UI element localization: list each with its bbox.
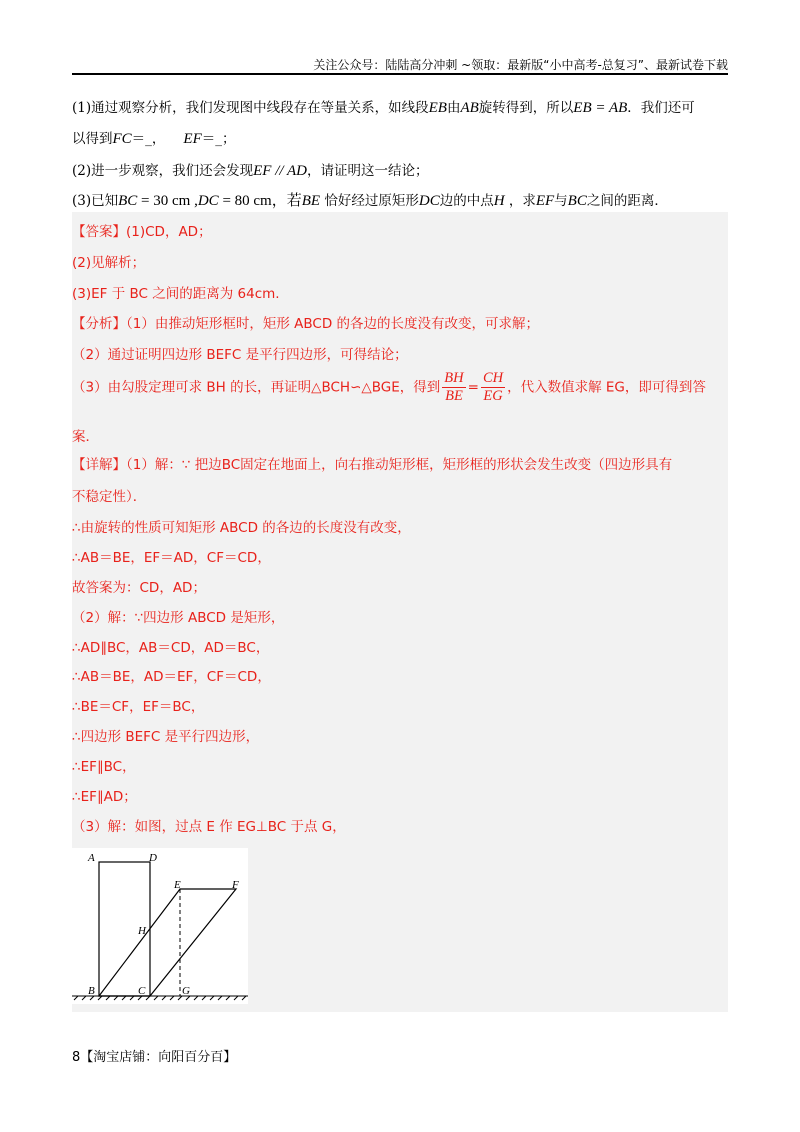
detail-line-4: ∴AB＝BE，EF＝AD，CF＝CD， [72,550,271,566]
answer-1: (1)CD，AD； [126,224,212,240]
q3-text-c: 边的中点 [439,193,494,209]
question-2 [72,159,429,180]
q1-line2-a: 以得到 [72,131,113,147]
analysis-line-2: （2）通过证明四边形 BEFC 是平行四边形，可得结论； [72,347,408,363]
q3-text-a: (3)已知 [72,193,119,209]
question-1-line-1 [72,96,695,117]
q1-ab: AB [460,100,479,116]
q3-value-2: = 80 cm，若 [218,193,302,209]
detail-line-6: （2）解：∵四边形 ABCD 是矩形， [72,610,285,626]
fraction-2-denominator: EG [483,388,503,404]
fraction-equals: = [467,379,479,396]
detail-line-7: ∴AD∥BC，AB＝CD，AD＝BC， [72,640,270,656]
analysis-line-1: 【分析】（1）由推动矩形框时，矩形 ABCD 的各边的长度没有改变，可求解； [72,316,540,332]
fraction-1-denominator: BE [445,388,463,404]
label-h: H [138,925,146,937]
q3-bc: BC [118,193,138,209]
q3-ef: EF [535,193,555,209]
page-header: 关注公众号：陆陆高分冲刺 ~领取：最新版“小中高考-总复习”、最新试卷下载 [313,58,728,72]
detail-line-3: ∴由旋转的性质可知矩形 ABCD 的各边的长度没有改变， [72,520,411,536]
analysis-line-4: 案． [72,429,99,445]
q3-bc-2: BC [567,193,587,209]
fraction-ch-eg [481,370,505,405]
header-divider [72,73,728,75]
q2-text-b: ，请证明这一结论； [307,163,429,179]
q3-text-b: 恰好经过原矩形 [320,193,419,209]
geometry-figure-svg [72,848,248,1004]
q3-text-f: 之间的距离． [586,193,668,209]
fraction-bh-be [442,370,465,405]
q3-dc-2: DC [418,193,440,209]
detail-line-2: 不稳定性）． [72,489,147,505]
analysis-line-3 [72,370,706,405]
q1-line2-c: ＝_； [201,131,236,147]
detail-line-1: 【详解】（1）解：∵ 把边BC固定在地面上，向右推动矩形框，矩形框的形状会发生改变（四边形具有 [72,457,673,473]
detail-line-13: （3）解：如图，过点 E 作 EG⊥BC 于点 G， [72,819,346,835]
detail-line-10: ∴四边形 BEFC 是平行四边形， [72,729,260,745]
geometry-figure [72,848,248,1004]
page-footer: 8【淘宝店铺：向阳百分百】 [72,1050,237,1065]
q1-text-c: 旋转得到，所以 [478,100,574,116]
q1-text-a: (1)通过观察分析，我们发现图中线段存在等量关系，如线段 [72,100,429,116]
question-1-line-2 [72,127,236,148]
label-g: G [182,985,190,997]
q3-value-1: = 30 cm , [137,193,198,209]
detail-line-8: ∴AB＝BE，AD＝EF，CF＝CD， [72,669,271,685]
detail-line-12: ∴EF∥AD； [72,789,137,805]
answer-line-2: (2)见解析； [72,255,146,271]
detail-line-9: ∴BE＝CF，EF＝BC， [72,699,205,715]
q3-dc: DC [197,193,219,209]
question-3 [72,189,668,210]
q1-eb: EB [428,100,447,116]
q1-eq: EB = AB [573,100,628,116]
q1-ef: EF [183,131,202,147]
q3-be: BE [301,193,321,209]
analysis-3-text-a: （3）由勾股定理可求 BH 的长，再证明△BCH∽△BGE，得到 [72,379,441,396]
q3-text-e: 与 [554,193,568,209]
q1-fc: FC [112,131,132,147]
detail-line-11: ∴EF∥BC， [72,759,136,775]
label-a: A [88,852,95,864]
analysis-3-text-b: ，代入数值求解 EG，即可得到答 [507,379,706,396]
parallelogram-befc [99,889,236,996]
answer-line-1 [72,220,212,240]
q1-line2-b: ＝_， [131,131,166,147]
fraction-2-numerator: CH [482,370,504,386]
q3-text-d: ，求 [504,193,536,209]
label-b: B [88,985,95,997]
q1-text-b: 由 [446,100,461,116]
label-e: E [174,879,181,891]
fraction-1-numerator: BH [444,370,464,386]
q2-relation: EF // AD [253,163,308,179]
answer-tag: 【答案】 [72,224,126,240]
answer-line-3: (3)EF 于 BC 之间的距离为 64cm. [72,286,280,302]
label-d: D [149,852,157,864]
q3-h: H [493,193,505,209]
q1-text-d: ．我们还可 [627,100,695,116]
label-c: C [138,985,146,997]
q2-text-a: (2)进一步观察，我们还会发现 [72,163,254,179]
detail-line-5: 故答案为：CD，AD； [72,580,206,596]
label-f: F [232,879,239,891]
